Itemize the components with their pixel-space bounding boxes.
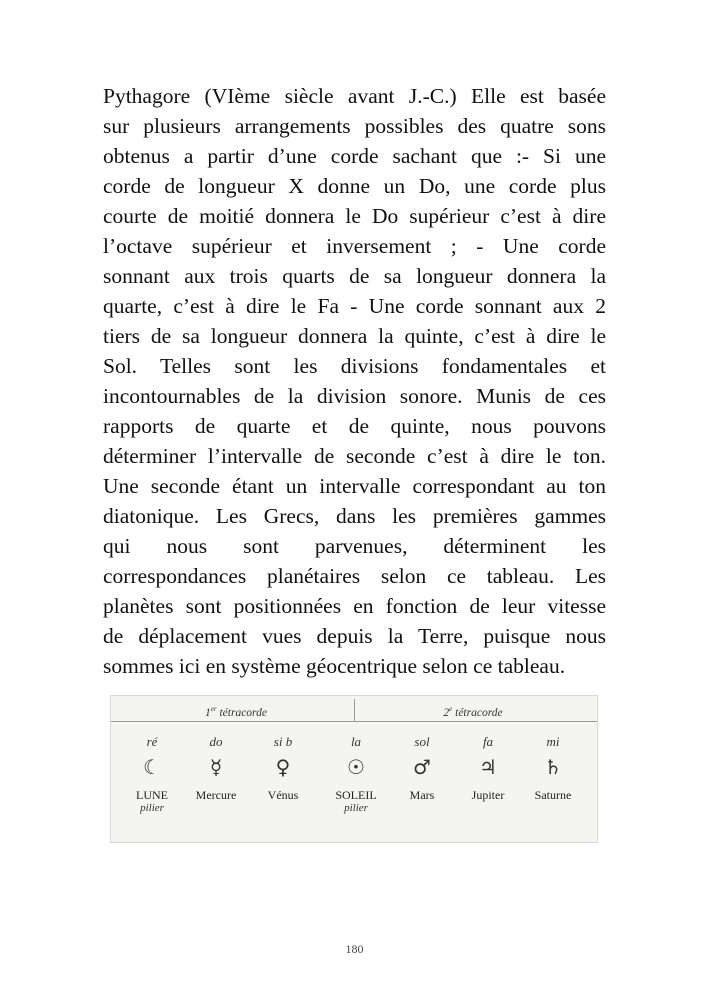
note-label: sol (414, 734, 430, 749)
tetrachord-2-label (354, 699, 591, 721)
text-line: incontournables de la division sonore. Munis de ces (103, 384, 606, 408)
planet-name: Vénus (267, 788, 299, 802)
column-mercury (181, 734, 251, 803)
body-paragraph (103, 81, 606, 681)
text-line: l’octave supérieur et inversement ; - Une corde (103, 234, 606, 258)
text-line: Une seconde étant un intervalle correspondant au ton (103, 474, 606, 498)
column-sun (321, 734, 391, 814)
text-line: courte de moitié donnera le Do supérieur c’est à dire (103, 204, 606, 228)
planet-name: Saturne (534, 788, 572, 802)
page-number: 180 (345, 942, 364, 956)
tetrachord-1-text: tétracorde (216, 706, 267, 719)
moon-icon: ☾ (143, 755, 161, 779)
venus-icon: ♀ (275, 755, 291, 779)
tetrachord-header (111, 699, 597, 722)
note-label: ré (146, 734, 158, 749)
text-line: qui nous sont parvenues, déterminent les (103, 534, 606, 558)
text-line: planètes sont positionnées en fonction de leur vitesse (103, 594, 606, 618)
planet-name: Jupiter (471, 788, 505, 802)
text-line: obtenus a partir d’une corde sachant que :- Si une (103, 144, 606, 168)
tetrachord-1-superscript: er (210, 705, 217, 713)
column-saturn (518, 734, 588, 803)
note-label: mi (546, 734, 560, 749)
text-line: sur plusieurs arrangements possibles des quatre sons (103, 114, 606, 138)
tetrachord-2-text: tétracorde (452, 706, 503, 719)
planetary-scale-table (110, 695, 598, 843)
jupiter-icon: ♃ (479, 755, 497, 779)
text-line: rapports de quarte et de quinte, nous pouvons (103, 414, 606, 438)
text-line: Sol. Telles sont les divisions fondamentales et (103, 354, 606, 378)
column-mars (387, 734, 457, 803)
note-label: si b (273, 734, 293, 749)
tetrachord-1-number: 1 (205, 706, 211, 719)
column-venus (248, 734, 318, 803)
note-label: fa (482, 734, 494, 749)
planet-name: Mars (409, 788, 435, 802)
text-line: sonnant aux trois quarts de sa longueur donnera la (103, 264, 606, 288)
text-line: de déplacement vues depuis la Terre, puisque nous (103, 624, 606, 648)
tetrachord-1-label (119, 699, 353, 721)
text-line: tiers de sa longueur donnera la quinte, c’est à dire le (103, 324, 606, 348)
column-moon (117, 734, 187, 814)
planet-name: LUNE (136, 788, 168, 802)
text-line: déterminer l’intervalle de seconde c’est à dire le ton. (103, 444, 606, 468)
saturn-icon: ♄ (544, 755, 562, 779)
column-jupiter (453, 734, 523, 803)
mars-icon: ♂ (413, 755, 431, 779)
text-line: diatonique. Les Grecs, dans les premières gammes (103, 504, 606, 528)
note-label: do (209, 734, 223, 749)
tetrachord-2-superscript: e (449, 705, 453, 713)
pillar-label: pilier (140, 802, 164, 814)
text-line: quarte, c’est à dire le Fa - Une corde sonnant aux 2 (103, 294, 606, 318)
tetrachord-2-number: 2 (443, 706, 450, 719)
sun-icon: ☉ (347, 755, 365, 779)
text-line: corde de longueur X donne un Do, une corde plus (103, 174, 606, 198)
mercury-icon: ☿ (209, 755, 223, 779)
text-line: sommes ici en système géocentrique selon ce tableau. (103, 654, 566, 678)
text-line: correspondances planétaires selon ce tableau. Les (103, 564, 606, 588)
planet-name: Mercure (195, 788, 237, 802)
planet-name: SOLEIL (335, 788, 377, 802)
text-line: Pythagore (VIème siècle avant J.-C.) Elle est basée (103, 84, 606, 108)
pillar-label: pilier (344, 802, 368, 814)
note-label: la (350, 734, 362, 749)
